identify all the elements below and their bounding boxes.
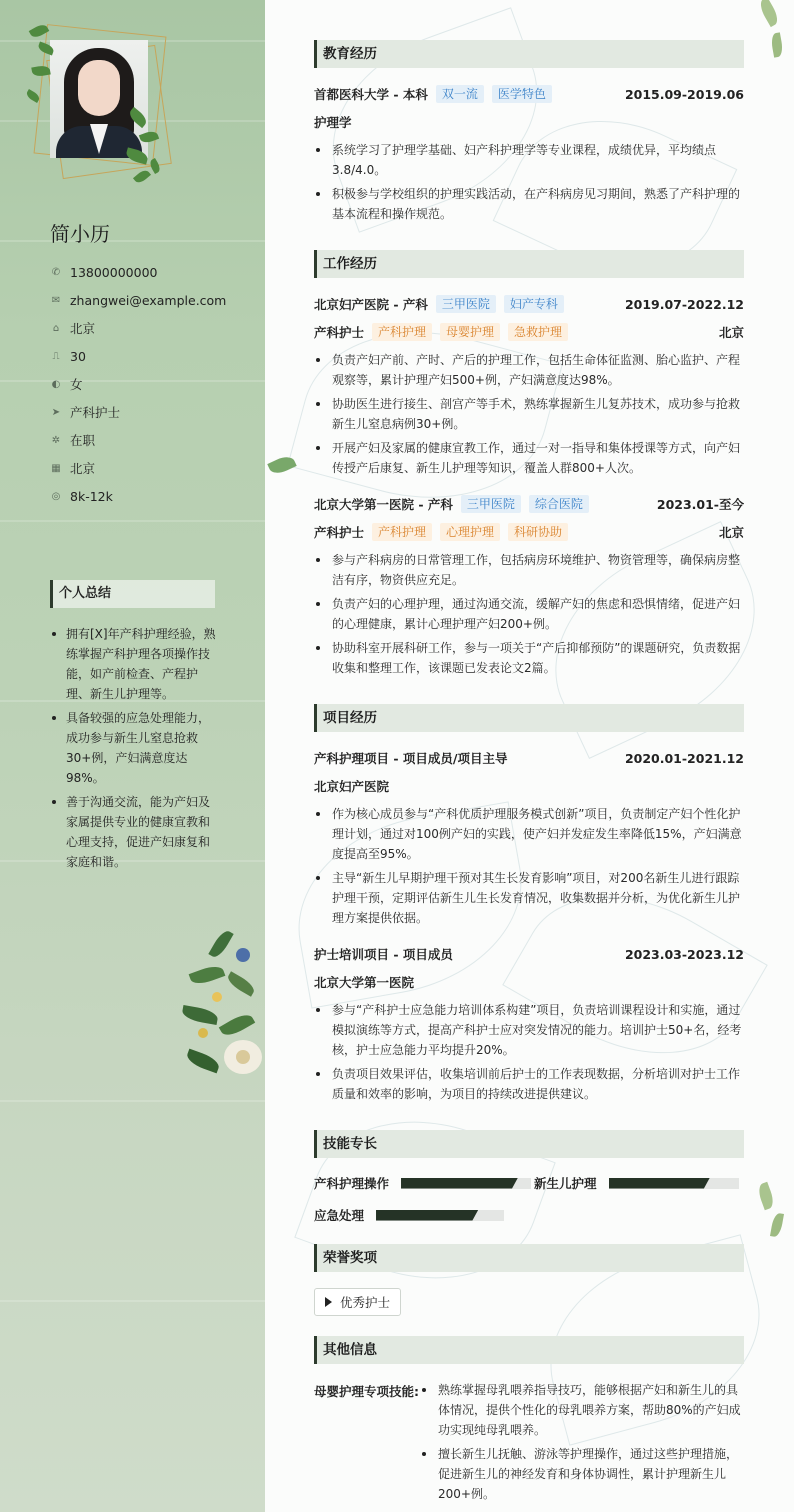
job-city: 北京 <box>718 325 744 340</box>
major: 护理学 <box>314 115 352 130</box>
list-item: 善于沟通交流，能为产妇及家属提供专业的健康宣教和心理支持，促进产妇康复和家庭和谐。 <box>50 792 220 872</box>
job-list <box>314 350 744 482</box>
list-item: 拥有[X]年产科护理经验，熟练掌握产科护理各项操作技能，如产前检查、产程护理、新生儿护理等。 <box>50 624 220 704</box>
skill-tag: 产科护理 <box>372 523 432 541</box>
sidebar <box>0 0 265 1512</box>
info-text: 产科护士 <box>70 405 121 420</box>
candidate-name: 简小历 <box>50 222 110 246</box>
project-name: 护士培训项目 - 项目成员 <box>314 947 453 962</box>
info-text: 13800000000 <box>70 264 158 280</box>
list-item: 参与产科病房的日常管理工作，包括病房环境维护、物资管理等，确保病房整洁有序，物资供应充足。 <box>314 550 744 590</box>
project-list <box>314 804 744 932</box>
project-date: 2020.01-2021.12 <box>624 750 744 766</box>
list-item: 负责产妇的心理护理，通过沟通交流，缓解产妇的焦虑和恐惧情绪，促进产妇的心理健康，累计心理护理产妇200+例。 <box>314 594 744 634</box>
org-tag: 妇产专科 <box>504 295 564 313</box>
skill-bar-fill <box>401 1178 518 1189</box>
job-header <box>314 294 744 314</box>
skill-name: 新生儿护理 <box>534 1176 597 1191</box>
list-item: 擅长新生儿抚触、游泳等护理操作，通过这些护理措施，促进新生儿的神经发育和身体协调性，累计护理新生儿200+例。 <box>418 1444 744 1504</box>
work-title: 工作经历 <box>314 250 744 278</box>
info-gender <box>50 370 226 398</box>
project-org: 北京大学第一医院 <box>314 975 415 990</box>
org-tag: 三甲医院 <box>461 495 521 513</box>
org-tag: 综合医院 <box>529 495 589 513</box>
skill-tag: 科研协助 <box>508 523 568 541</box>
mail-icon: ✉ <box>51 294 61 306</box>
info-job <box>50 398 226 426</box>
gender-icon: ◐ <box>51 378 61 390</box>
list-item: 熟练掌握母乳喂养指导技巧，能够根据产妇和新生儿的具体情况，提供个性化的母乳喂养方案，帮助80%的产妇成功实现纯母乳喂养。 <box>418 1380 744 1440</box>
avatar <box>30 22 180 197</box>
skill-item <box>534 1174 739 1192</box>
job-date: 2019.07-2022.12 <box>624 296 744 312</box>
list-item: 积极参与学校组织的护理实践活动，在产科病房见习期间，熟悉了产科护理的基本流程和操作规范。 <box>314 184 744 224</box>
list-item: 协助医生进行接生、剖宫产等手术，熟练掌握新生儿复苏技术，成功参与抢救新生儿窒息病例30+例。 <box>314 394 744 434</box>
skill-item <box>314 1206 504 1224</box>
job-role: 产科护士 <box>314 525 365 540</box>
info-text: 8k-12k <box>70 488 113 504</box>
list-item: 协助科室开展科研工作，参与一项关于“产后抑郁预防”的课题研究，负责数据收集和整理工作，该课题已发表论文2篇。 <box>314 638 744 678</box>
flower-decoration <box>176 928 265 1088</box>
list-item: 负责产妇产前、产时、产后的护理工作，包括生命体征监测、胎心监护、产程观察等，累计护理产妇500+例，产妇满意度达98%。 <box>314 350 744 390</box>
org-tag: 三甲医院 <box>436 295 496 313</box>
list-item: 主导“新生儿早期护理干预对其生长发育影响”项目，对200名新生儿进行跟踪护理干预，定期评估新生儿生长发育情况，收集数据并分析，为优化新生儿护理方案提供依据。 <box>314 868 744 928</box>
info-city <box>50 454 226 482</box>
job-date: 2023.01-至今 <box>656 497 744 512</box>
skills-title: 技能专长 <box>314 1130 744 1158</box>
other-list <box>418 1380 744 1508</box>
summary-list <box>50 624 220 876</box>
job-city: 北京 <box>718 525 744 540</box>
contact-info <box>50 258 226 510</box>
info-salary <box>50 482 226 510</box>
skill-bar-fill <box>609 1178 710 1189</box>
list-item: 负责项目效果评估，收集培训前后护士的工作表现数据，分析培训对护士工作质量和效率的影响，为项目的持续改进提供建议。 <box>314 1064 744 1104</box>
info-email <box>50 286 226 314</box>
list-item: 开展产妇及家属的健康宣教工作，通过一对一指导和集体授课等方式，向产妇传授产后康复、新生儿护理等知识，覆盖人群800+人次。 <box>314 438 744 478</box>
city-icon: ▦ <box>51 462 61 474</box>
skill-bar <box>376 1210 504 1221</box>
other-label: 母婴护理专项技能: <box>314 1384 419 1399</box>
skill-name: 应急处理 <box>314 1208 365 1223</box>
education-date: 2015.09-2019.06 <box>624 86 744 102</box>
job-role-row <box>314 322 744 342</box>
job-role-row <box>314 522 744 542</box>
job-org: 北京妇产医院 - 产科 <box>314 297 428 312</box>
profile-photo <box>50 40 148 158</box>
job-org: 北京大学第一医院 - 产科 <box>314 497 453 512</box>
school-tag: 双一流 <box>436 85 484 103</box>
info-text: zhangwei@example.com <box>70 292 227 308</box>
info-age <box>50 342 226 370</box>
education-list <box>314 140 744 228</box>
info-home <box>50 314 226 342</box>
education-title: 教育经历 <box>314 40 744 68</box>
project-org: 北京妇产医院 <box>314 779 390 794</box>
skill-tag: 心理护理 <box>440 523 500 541</box>
project-header <box>314 748 744 768</box>
info-text: 在职 <box>70 433 96 448</box>
info-status <box>50 426 226 454</box>
skill-item <box>314 1174 531 1192</box>
school-name: 首都医科大学 - 本科 <box>314 87 428 102</box>
status-icon: ✲ <box>51 434 61 446</box>
skill-tag: 急救护理 <box>508 323 568 341</box>
triangle-icon <box>325 1297 332 1307</box>
list-item: 具备较强的应急处理能力，成功参与新生儿窒息抢救30+例，产妇满意度达98%。 <box>50 708 220 788</box>
skill-name: 产科护理操作 <box>314 1176 390 1191</box>
list-item: 系统学习了护理学基础、妇产科护理学等专业课程，成绩优异，平均绩点3.8/4.0。 <box>314 140 744 180</box>
project-list <box>314 1000 744 1108</box>
skill-bar <box>401 1178 531 1189</box>
project-header <box>314 944 744 964</box>
phone-icon: ✆ <box>51 266 61 278</box>
summary-title: 个人总结 <box>50 580 215 608</box>
job-role: 产科护士 <box>314 325 365 340</box>
award-name: 优秀护士 <box>340 1295 391 1310</box>
main-content <box>265 0 794 1512</box>
info-phone <box>50 258 226 286</box>
info-text: 北京 <box>70 461 96 476</box>
info-text: 30 <box>70 348 86 364</box>
info-text: 女 <box>70 377 83 392</box>
award-item <box>314 1288 401 1316</box>
info-text: 北京 <box>70 321 96 336</box>
skill-bar <box>609 1178 739 1189</box>
job-header <box>314 494 744 514</box>
skill-tag: 母婴护理 <box>440 323 500 341</box>
school-tag: 医学特色 <box>492 85 552 103</box>
project-name: 产科护理项目 - 项目成员/项目主导 <box>314 751 508 766</box>
age-icon: ⎍ <box>52 350 60 362</box>
projects-title: 项目经历 <box>314 704 744 732</box>
home-icon: ⌂ <box>52 322 60 334</box>
other-title: 其他信息 <box>314 1336 744 1364</box>
list-item: 参与“产科护士应急能力培训体系构建”项目，负责培训课程设计和实施，通过模拟演练等方式，提高产科护士应对突发情况的能力。培训护士50+名，经考核，护士应急能力平均提升20%。 <box>314 1000 744 1060</box>
project-date: 2023.03-2023.12 <box>624 946 744 962</box>
skill-bar-fill <box>376 1210 478 1221</box>
job-icon: ➤ <box>51 406 61 418</box>
salary-icon: ◎ <box>51 490 61 502</box>
education-header <box>314 84 744 104</box>
list-item: 作为核心成员参与“产科优质护理服务模式创新”项目，负责制定产妇个性化护理计划，通过对100例产妇的实践，使产妇并发症发生率降低15%，产妇满意度提高至95%。 <box>314 804 744 864</box>
awards-title: 荣誉奖项 <box>314 1244 744 1272</box>
skill-tag: 产科护理 <box>372 323 432 341</box>
job-list <box>314 550 744 682</box>
